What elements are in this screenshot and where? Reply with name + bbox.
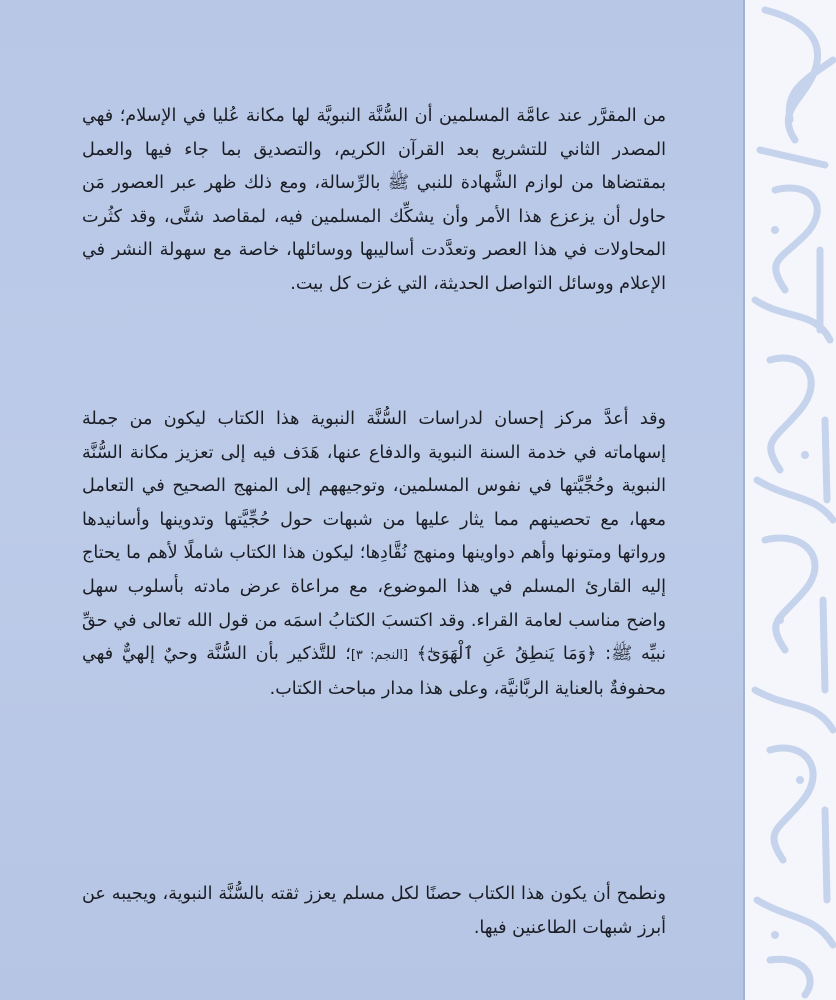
calligraphy-strip [745,0,836,1000]
paragraph-intro: من المقرَّر عند عامَّة المسلمين أن السُّنَّة النبويَّة لها مكانة عُليا في الإسلام؛ فهي المصدر الثاني للتشريع بعد القرآن الكريم، والتصديق بما جاء فيها والعمل بمقتضاها من لوازم الشَّهادة للنبي ﷺ بالرِّسالة، ومع ذلك ظهر عبر العصور مَن حاول أن يزعزع هذا الأمر وأن يشكِّك المسلمين فيه، لمقاصد شتَّى، وقد كثُرت المحاولات في هذا العصر وتعدَّدت أساليبها ووسائلها، خاصة مع سهولة النشر في الإعلام ووسائل التواصل الحديثة، التي غزت كل بيت. [82,106,666,294]
paragraph-aspiration: ونطمح أن يكون هذا الكتاب حصنًا لكل مسلم يعزز ثقته بالسُّنَّة النبوية، ويجيبه عن أبرز شبهات الطاعنين فيها. [82,884,666,938]
verse-reference: [النجم: ٣] [350,648,409,664]
blurb-text [82,100,666,945]
quran-verse: ﴿وَمَا يَنطِقُ عَنِ ٱلْهَوَىٰٓ﴾ [416,644,597,665]
paragraph-book-purpose [82,403,666,837]
calligraphy-ornament [745,0,836,1000]
paragraph-purpose-text: وقد أعدَّ مركز إحسان لدراسات السُّنَّة النبوية هذا الكتاب ليكون من جملة إسهاماته في خدمة السنة النبوية والدفاع عنها، هَدَف فيه إلى تعزيز مكانة السُّنَّة النبوية وحُجِّيَّتها في نفوس المسلمين، وتوجيههم إلى المنهج الصحيح في التعامل معها، مع تحصينهم مما يثار عليها من شبهات حول حُجِّيَّتها وتدوينها وأسانيدها ورواتها ومتونها وأهم دواوينها ومنهج نُقَّادِها؛ ليكون هذا الكتاب شاملًا لأهم ما يحتاج إليه القارئ المسلم في هذا الموضوع، مع مراعاة عرض مادته بأسلوب سهل واضح مناسب لعامة القراء. وقد اكتسبَ الكتابُ اسمَه من قول الله تعالى في حقِّ نبيِّه ﷺ: [82,409,666,665]
paragraph-purpose-end: ؛ للتَّذكير بأن السُّنَّة وحيٌ إلهيٌّ فهي محفوفةٌ بالعناية الربَّانيَّة، وعلى هذا مدار مباحث الكتاب. [82,644,666,699]
